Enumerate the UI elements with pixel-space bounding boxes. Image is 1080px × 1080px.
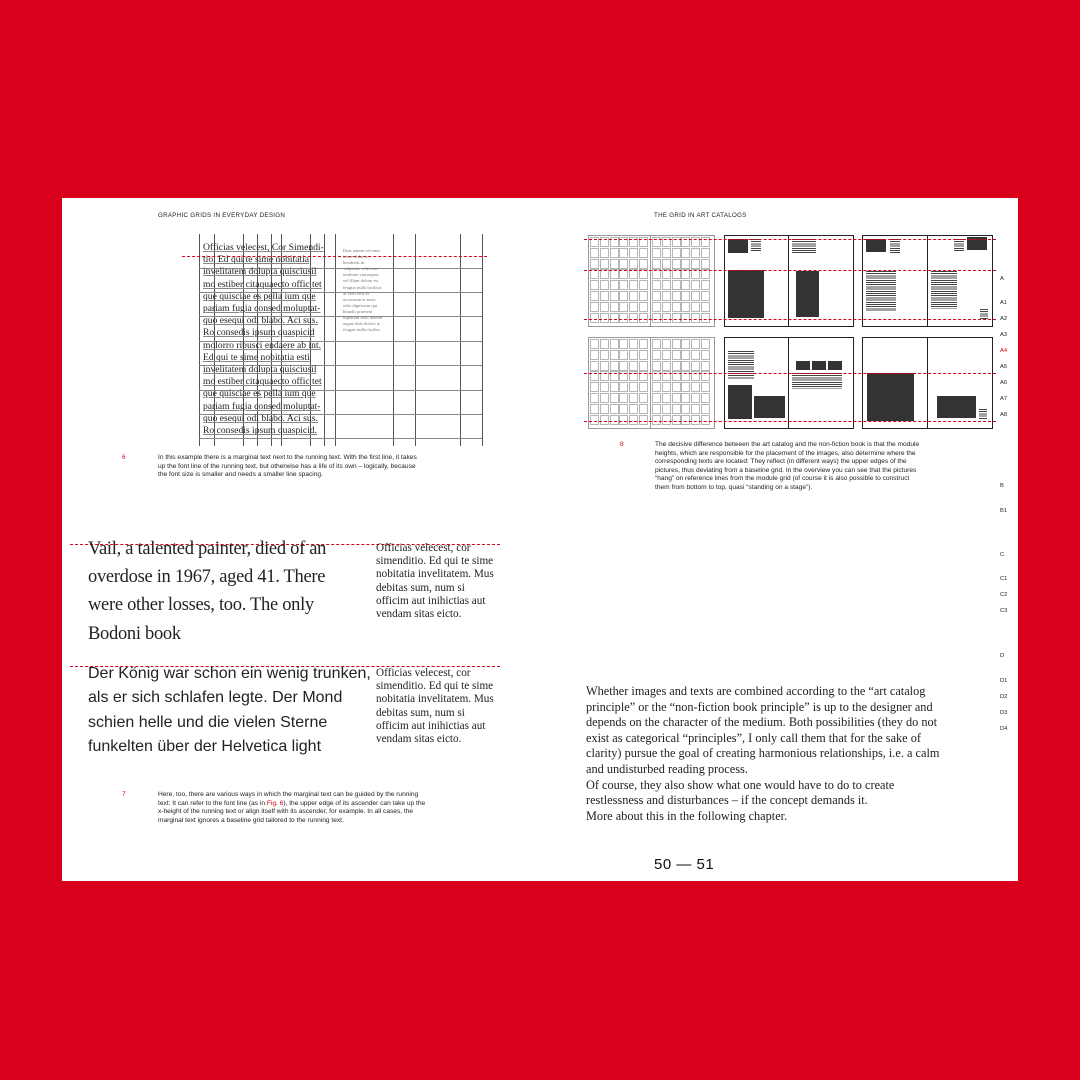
module-cell xyxy=(662,404,671,414)
module-cell xyxy=(600,393,609,403)
image-block xyxy=(728,239,748,253)
module-cell xyxy=(629,350,638,360)
figure-7-caption xyxy=(158,791,426,825)
module-cell xyxy=(672,382,681,392)
figure-6-caption: In this example there is a marginal text next to the running text. With the first line, it takes up the font line of the running text, but otherwise has a life of its own – logically, because the font size is smaller and needs a smaller line spacing. xyxy=(158,454,417,479)
module-cell xyxy=(629,291,638,301)
module-cell xyxy=(652,302,661,312)
essay-paragraph-3: More about this in the following chapter. xyxy=(586,808,788,823)
text-block xyxy=(954,239,964,251)
module-cell xyxy=(672,404,681,414)
module-cell xyxy=(639,259,648,269)
module-cell xyxy=(610,259,619,269)
image-block xyxy=(812,361,826,370)
figure-6-reference: Fig. 6 xyxy=(266,799,284,807)
module-cell xyxy=(691,415,700,425)
module-cell xyxy=(662,313,671,323)
module-cell xyxy=(681,259,690,269)
module-cell xyxy=(691,291,700,301)
module-cell xyxy=(590,291,599,301)
module-cell xyxy=(600,248,609,258)
module-cell xyxy=(619,313,628,323)
module-cell xyxy=(662,291,671,301)
module-cells xyxy=(584,233,996,433)
module-cell xyxy=(600,291,609,301)
row-label: C xyxy=(1000,552,1005,558)
module-cell xyxy=(691,248,700,258)
module-cell xyxy=(681,361,690,371)
essay-paragraph-2: Of course, they also show what one would have to do to create restlessness and disturbances – if the concept demands it. xyxy=(586,777,895,808)
module-cell xyxy=(652,361,661,371)
module-cell xyxy=(590,259,599,269)
module-cell xyxy=(681,404,690,414)
module-cell xyxy=(619,302,628,312)
module-cell xyxy=(619,339,628,349)
module-cell xyxy=(701,415,710,425)
module-cell xyxy=(590,361,599,371)
module-cell xyxy=(701,382,710,392)
module-cell xyxy=(639,291,648,301)
text-block xyxy=(751,239,761,251)
module-cell xyxy=(639,302,648,312)
module-cell xyxy=(652,313,661,323)
helvetica-sample: Der König war schon ein wenig trunken, als er sich schlafen legte. Der Mond schien helle und die vielen Sterne funkelten über der Helvetica light xyxy=(88,665,371,756)
module-cell xyxy=(681,302,690,312)
module-cell xyxy=(600,280,609,290)
figure-number-7: 7 xyxy=(122,791,126,798)
module-cell xyxy=(639,339,648,349)
module-cell xyxy=(639,350,648,360)
module-cell xyxy=(691,393,700,403)
module-cell xyxy=(681,313,690,323)
module-cell xyxy=(629,302,638,312)
module-cell xyxy=(662,361,671,371)
row-label: A8 xyxy=(1000,412,1008,418)
module-cell xyxy=(681,382,690,392)
row-label: A2 xyxy=(1000,316,1008,322)
module-cell xyxy=(662,415,671,425)
module-cell xyxy=(691,313,700,323)
module-cell xyxy=(652,291,661,301)
bodoni-sample: Vail, a talented painter, died of an overdose in 1967, aged 41. There were other losses, too. The only Bodoni book xyxy=(88,539,327,644)
module-cell xyxy=(672,350,681,360)
module-cell xyxy=(639,248,648,258)
module-cell xyxy=(629,280,638,290)
row-label: A6 xyxy=(1000,380,1008,386)
module-cell xyxy=(701,302,710,312)
module-cell xyxy=(662,280,671,290)
image-block xyxy=(728,385,752,419)
module-cell xyxy=(652,415,661,425)
module-cell xyxy=(610,280,619,290)
module-cell xyxy=(610,361,619,371)
module-cell xyxy=(662,248,671,258)
row-labels xyxy=(1000,198,1014,881)
row-label: D1 xyxy=(1000,678,1008,684)
essay-text xyxy=(586,684,946,824)
reference-line xyxy=(584,373,996,374)
image-block xyxy=(754,396,785,418)
running-text-sample: Officias velecest, Cor Simendi- tio. Ed qui te sime nobitatia invelitatem dolupta quisciusil mo estiber citaquaecto offic tet que quisciae es pella ium que pariam fugia consed moluptat- quo esequi odi blabo. Aci sus. Ro consedis ipsum quaspicid molorro ribusci endaere ab int. Ed qui te sime nobitatia esti invelitatem dolupta quisciusil mo estiber citaquaecto offic tet que quisciae es pella ium que pariam fugia consed moluptat- quo esequi odi blabo. Aci sus. Ro consedis ipsum quaspicid. xyxy=(203,242,324,437)
text-block xyxy=(792,373,842,389)
module-cell xyxy=(691,404,700,414)
module-cell xyxy=(701,393,710,403)
text-block xyxy=(728,351,754,379)
module-cell xyxy=(681,339,690,349)
module-cell xyxy=(590,302,599,312)
module-cell xyxy=(619,404,628,414)
module-cell xyxy=(639,361,648,371)
module-cell xyxy=(639,280,648,290)
module-cell xyxy=(619,248,628,258)
image-block xyxy=(728,270,764,318)
module-cell xyxy=(590,415,599,425)
module-cell xyxy=(629,415,638,425)
module-cell xyxy=(600,361,609,371)
reference-line xyxy=(584,239,996,240)
module-cell xyxy=(652,393,661,403)
module-cell xyxy=(600,415,609,425)
row-label: A1 xyxy=(1000,300,1008,306)
row-label: A4 xyxy=(1000,348,1008,354)
module-cell xyxy=(639,415,648,425)
module-cell xyxy=(619,280,628,290)
row-label: C2 xyxy=(1000,592,1008,598)
module-cell xyxy=(662,393,671,403)
figure-8-caption: The decisive difference between the art catalog and the non-fiction book is that the module heights, which are responsible for the placement of the images, also determine where the corresponding texts are located: They reflect (in different ways) the upper edges of the pictures, thus deviating from a baseline grid. In the overview you can see that the pictures “hang” on reference lines from the module grid (of course it is also possible to construct them from bottom to top, quasi “standing on a stage”). xyxy=(655,441,920,491)
module-cell xyxy=(672,248,681,258)
figure-number-8: 8 xyxy=(620,441,624,448)
text-block xyxy=(866,271,896,311)
module-cell xyxy=(590,382,599,392)
row-label: C3 xyxy=(1000,608,1008,614)
marginal-text-sample: Duis autem vel eum iriure dolor in hendrerit in vulputate velit esse molestie consequat, vel illum dolore eu feugiat nulla facilisis at vero eros et accumsan et iusto odio dignissim qui blandit praesent luptatum zzril delenit augue duis dolore te feugait nulla facilisi. xyxy=(343,248,383,333)
module-cell xyxy=(629,339,638,349)
text-block xyxy=(792,239,816,253)
text-block xyxy=(890,239,900,253)
image-block xyxy=(828,361,842,370)
module-cell xyxy=(639,382,648,392)
row-label: D3 xyxy=(1000,710,1008,716)
module-cell xyxy=(619,291,628,301)
module-cell xyxy=(652,280,661,290)
page-folio: 50 — 51 xyxy=(654,856,715,873)
row-label: A3 xyxy=(1000,332,1008,338)
module-cell xyxy=(652,259,661,269)
module-cell xyxy=(590,393,599,403)
module-cell xyxy=(610,302,619,312)
module-cell xyxy=(629,361,638,371)
module-cell xyxy=(691,302,700,312)
reference-line xyxy=(584,421,996,422)
reference-line xyxy=(584,270,996,271)
module-cell xyxy=(600,404,609,414)
module-cell xyxy=(619,382,628,392)
text-block xyxy=(979,409,987,419)
catalog-grid-figure xyxy=(584,233,996,433)
module-cell xyxy=(610,415,619,425)
module-cell xyxy=(672,259,681,269)
module-cell xyxy=(600,350,609,360)
module-cell xyxy=(672,313,681,323)
module-cell xyxy=(619,415,628,425)
image-block xyxy=(937,396,976,418)
row-label: A xyxy=(1000,276,1004,282)
module-cell xyxy=(619,361,628,371)
row-label: B xyxy=(1000,483,1004,489)
module-cell xyxy=(701,404,710,414)
module-cell xyxy=(701,350,710,360)
module-cell xyxy=(590,339,599,349)
module-cell xyxy=(629,248,638,258)
module-cell xyxy=(652,339,661,349)
reference-line xyxy=(584,319,996,320)
image-block xyxy=(796,361,810,370)
text-block xyxy=(931,271,957,309)
module-cell xyxy=(691,361,700,371)
module-cell xyxy=(600,339,609,349)
figure-7-caption-text-b: ), the upper edge of its ascender can take up the x-height of the running text or align itself with its ascender, for example. In all cases, the marginal text ignores a baseline grid tailored to the running text. xyxy=(158,799,426,824)
module-cell xyxy=(610,393,619,403)
module-cell xyxy=(590,280,599,290)
module-cell xyxy=(681,350,690,360)
module-cell xyxy=(600,259,609,269)
module-cell xyxy=(610,339,619,349)
module-cell xyxy=(672,302,681,312)
module-cell xyxy=(691,350,700,360)
module-cell xyxy=(619,393,628,403)
left-running-head: GRAPHIC GRIDS IN EVERYDAY DESIGN xyxy=(158,212,286,219)
module-cell xyxy=(662,259,671,269)
row-label: B1 xyxy=(1000,508,1008,514)
text-block xyxy=(980,309,988,319)
module-cell xyxy=(639,313,648,323)
module-cell xyxy=(681,393,690,403)
module-cell xyxy=(610,313,619,323)
module-cell xyxy=(662,350,671,360)
module-cell xyxy=(629,313,638,323)
row-label: D4 xyxy=(1000,726,1008,732)
module-cell xyxy=(610,248,619,258)
module-cell xyxy=(610,382,619,392)
essay-paragraph-1: Whether images and texts are combined according to the “art catalog principle” or the “non-fiction book principle” is up to the designer and depends on the character of the medium. Both possibilities (they do not exist as categorical “principles”, I only call them that for the sake of clarity) pursue the goal of creating harmonious relationships, i.e. a calm and undisturbed reading process. xyxy=(586,684,940,776)
image-block xyxy=(796,271,819,317)
row-label: A7 xyxy=(1000,396,1008,402)
grid-figure xyxy=(182,234,487,446)
module-cell xyxy=(681,291,690,301)
module-cell xyxy=(691,280,700,290)
module-cell xyxy=(701,361,710,371)
module-cell xyxy=(691,382,700,392)
module-cell xyxy=(701,259,710,269)
module-cell xyxy=(662,302,671,312)
module-cell xyxy=(629,259,638,269)
helvetica-marginal: Officias velecest, cor simenditio. Ed qui te sime nobitatia invelitatem. Mus debitas sum, num si officim aut inihictias aut vendam sitas eicto. xyxy=(376,667,494,746)
module-cell xyxy=(681,415,690,425)
module-cell xyxy=(672,280,681,290)
module-cell xyxy=(701,339,710,349)
module-cell xyxy=(662,382,671,392)
module-cell xyxy=(600,382,609,392)
module-cell xyxy=(701,291,710,301)
module-cell xyxy=(600,313,609,323)
module-cell xyxy=(639,393,648,403)
grid-row-line xyxy=(199,438,482,439)
module-cell xyxy=(629,382,638,392)
module-cell xyxy=(590,313,599,323)
module-cell xyxy=(672,339,681,349)
module-cell xyxy=(652,248,661,258)
module-cell xyxy=(652,350,661,360)
figure-7-caption-text-a: Here, too, there are various ways in which the marginal text can be guided by the running text: It can refer to the font line (as in xyxy=(158,791,419,807)
module-cell xyxy=(691,259,700,269)
row-label: A5 xyxy=(1000,364,1008,370)
row-label: D2 xyxy=(1000,694,1008,700)
module-cell xyxy=(701,313,710,323)
figure-number-6: 6 xyxy=(122,454,126,461)
module-cell xyxy=(600,302,609,312)
image-block xyxy=(867,373,914,421)
right-running-head: THE GRID IN ART CATALOGS xyxy=(654,212,747,219)
module-cell xyxy=(590,404,599,414)
module-cell xyxy=(701,280,710,290)
module-cell xyxy=(672,361,681,371)
grid-column-line xyxy=(482,234,483,446)
module-cell xyxy=(672,393,681,403)
module-cell xyxy=(652,382,661,392)
module-cell xyxy=(629,404,638,414)
module-cell xyxy=(652,404,661,414)
module-cell xyxy=(662,339,671,349)
module-cell xyxy=(672,415,681,425)
module-cell xyxy=(681,280,690,290)
module-cell xyxy=(691,339,700,349)
module-cell xyxy=(610,404,619,414)
row-label: D xyxy=(1000,653,1005,659)
row-label: C1 xyxy=(1000,576,1008,582)
module-cell xyxy=(629,393,638,403)
module-cell xyxy=(590,248,599,258)
module-cell xyxy=(639,404,648,414)
bodoni-marginal: Officias velecest, cor simenditio. Ed qui te sime nobitatia invelitatem. Mus debitas sum, num si officim aut inihictias aut vendam sitas eicto. xyxy=(376,542,494,621)
module-cell xyxy=(619,350,628,360)
book-spread xyxy=(62,198,1018,881)
module-cell xyxy=(681,248,690,258)
module-cell xyxy=(701,248,710,258)
module-cell xyxy=(610,350,619,360)
module-cell xyxy=(619,259,628,269)
image-block xyxy=(866,239,886,252)
module-cell xyxy=(672,291,681,301)
module-cell xyxy=(610,291,619,301)
module-cell xyxy=(590,350,599,360)
